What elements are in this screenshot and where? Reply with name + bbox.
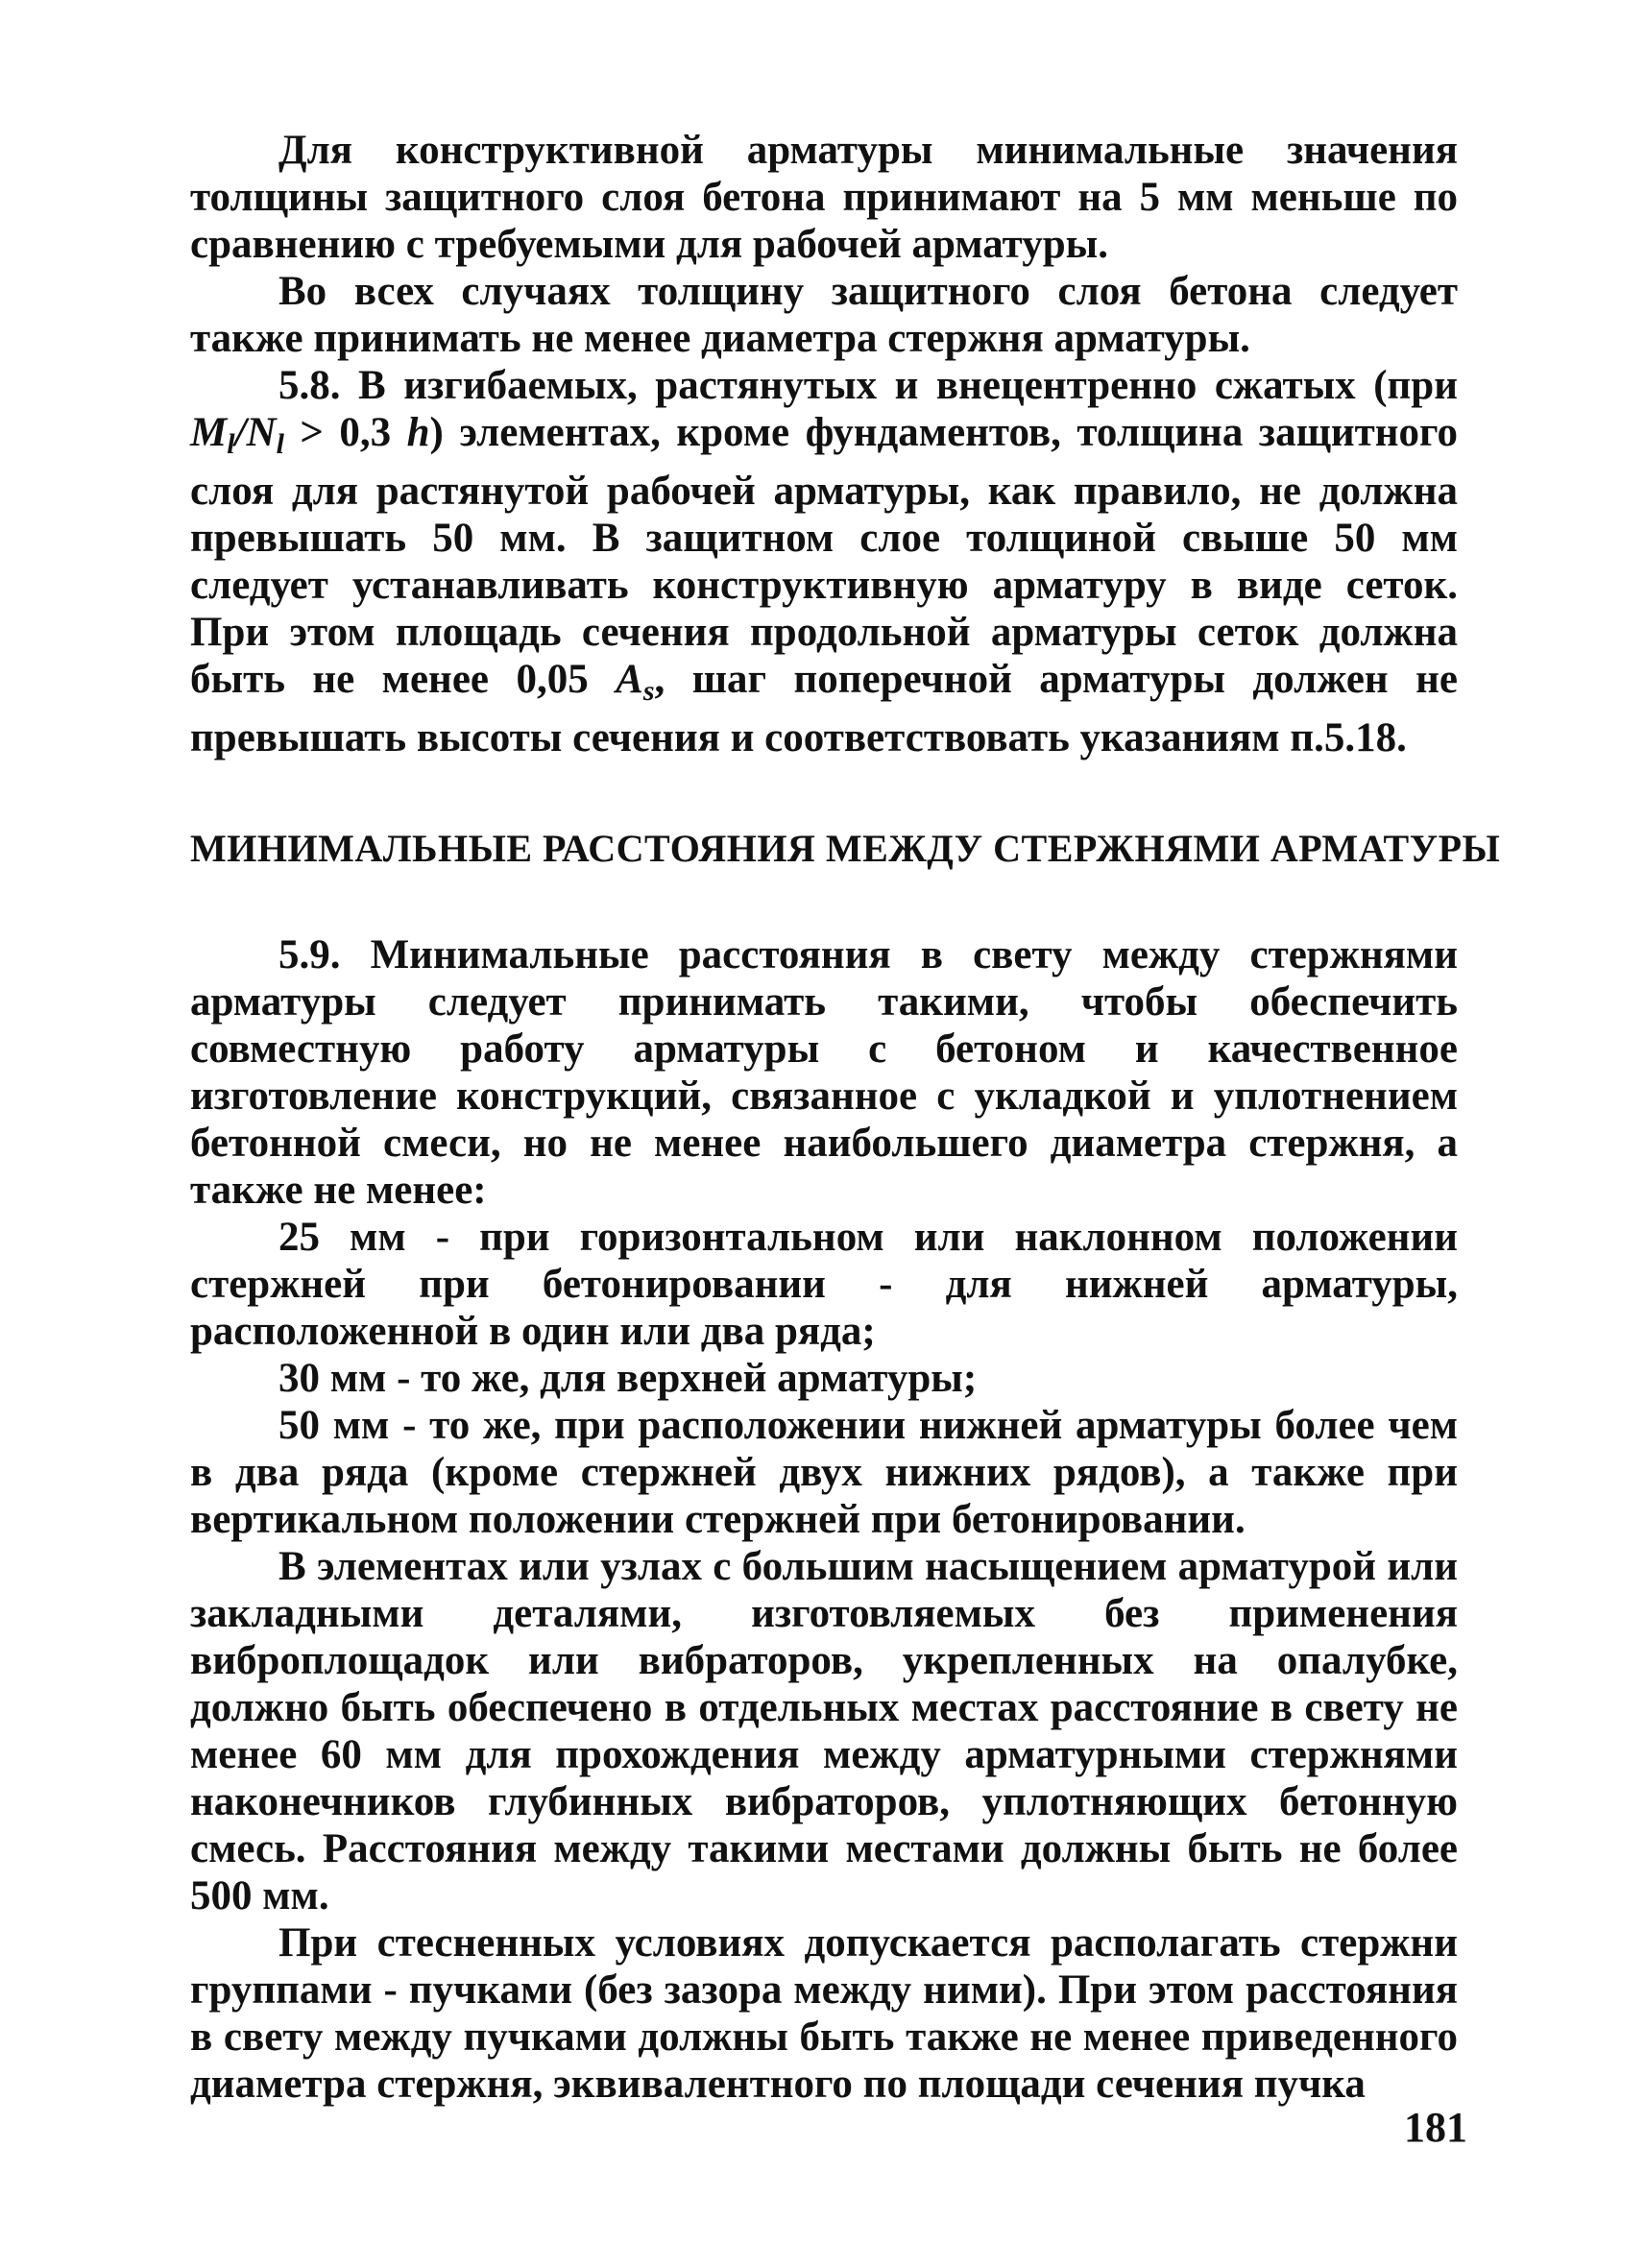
paragraph-50mm: 50 мм - то же, при расположении нижней арматуры более чем в два ряда (кроме стержней двух нижних рядов), а также при вертикальном положении стержней при бетонировании. [190, 1403, 1458, 1542]
clause-number-5-8: 5.8. [278, 363, 341, 408]
symbol-m: M [190, 410, 228, 455]
clause-text-part-c: ) элементах, кроме фундаментов, толщина защитного слоя для растянутой рабочей арматуры, как правило, не должна превышать 50 мм. В защитном слое толщиной свыше 50 мм следует устанавливать конструктивную арматуру в виде сеток. При этом площадь сечения продольной арматуры сеток должна быть не менее 0,05 [190, 410, 1458, 702]
symbol-a: A [616, 657, 643, 702]
paragraph-protective-layer-constructive: Для конструктивной арматуры минимальные значения толщины защитного слоя бетона принимают на 5 мм меньше по сравнению с требуемыми для рабочей арматуры. [190, 128, 1458, 267]
symbol-h: h [406, 410, 430, 455]
subscript-s: s [642, 675, 655, 707]
paragraph-30mm: 30 мм - то же, для верхней арматуры; [278, 1356, 978, 1401]
clause-text-part-b: > 0,3 [283, 410, 407, 455]
symbol-slash: / [234, 410, 247, 455]
page-number: 181 [1404, 2104, 1467, 2151]
paragraph-bundles: При стесненных условиях допускается располагать стержни группами - пучками (без зазора между ними). При этом расстояния в свету между пучками должны быть также не менее приведенного диаметра стержня, эквивалентного по площади сечения пучка [190, 1920, 1458, 2107]
paragraph-vibrators: В элементах или узлах с большим насыщением арматурой или закладными деталями, изготовляемых без применения виброплощадок или вибраторов, укрепленных на опалубке, должно быть обеспечено в отдельных местах расстояние в свету не менее 60 мм для прохождения между арматурными стержнями наконечников глубинных вибраторов, уплотняющих бетонную смесь. Расстояния между такими местами должны быть не более 500 мм. [190, 1544, 1458, 1918]
subscript-n: l [276, 428, 284, 460]
paragraph-5-8 [190, 362, 1458, 761]
section-heading: МИНИМАЛЬНЫЕ РАССТОЯНИЯ МЕЖДУ СТЕРЖНЯМИ АРМАТУРЫ [190, 827, 1501, 870]
clause-text-5-9: Минимальные расстояния в свету между стержнями арматуры следует принимать такими, чтобы обеспечить совместную работу арматуры с бетоном и качественное изготовление конструкций, связанное с укладкой и уплотнением бетонной смеси, но не менее наибольшего диаметра стержня, а также не менее: [190, 932, 1458, 1213]
clause-text-part-a: В изгибаемых, растянутых и внецентренно сжатых (при [340, 363, 1458, 408]
clause-text-part-d: , шаг поперечной арматуры должен не превышать высоты сечения и соответствовать указаниям п.5.18. [190, 657, 1458, 760]
document-page [190, 127, 1501, 2108]
paragraph-protective-layer-diameter: Во всех случаях толщину защитного слоя бетона следует также принимать не менее диаметра стержня арматуры. [190, 269, 1458, 361]
paragraph-5-9 [190, 931, 1458, 1214]
symbol-n: N [246, 410, 277, 455]
clause-number-5-9: 5.9. [278, 932, 341, 977]
paragraph-25mm: 25 мм - при горизонтальном или наклонном положении стержней при бетонировании - для нижней арматуры, расположенной в один или два ряда; [190, 1215, 1458, 1354]
subscript-m: l [227, 428, 235, 460]
